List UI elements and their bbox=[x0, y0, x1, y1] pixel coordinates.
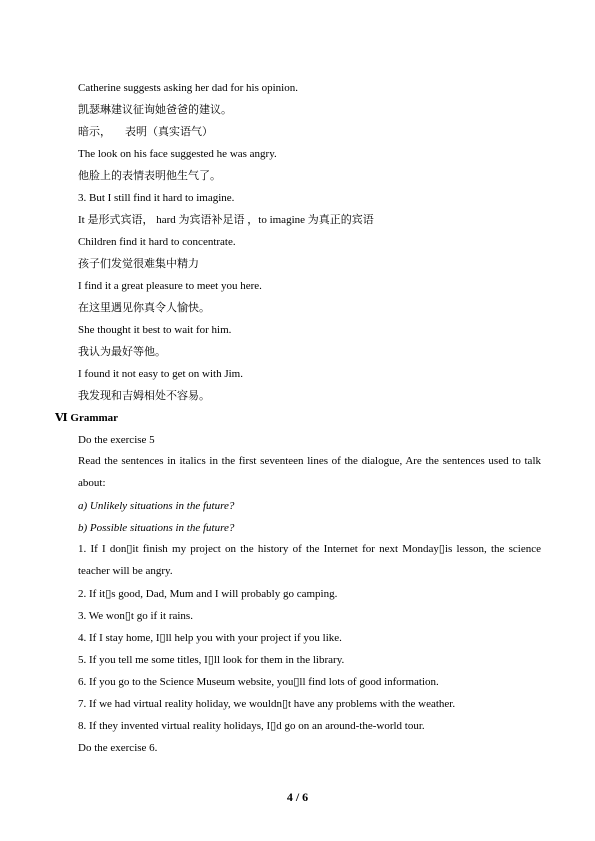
sentence-item: 3. We won▯t go if it rains. bbox=[78, 610, 193, 622]
numbered-point: 3. But I still find it hard to imagine. bbox=[78, 192, 235, 204]
sentence-item: 4. If I stay home, I▯ll help you with your project if you like. bbox=[78, 632, 342, 644]
translation: 我认为最好等他。 bbox=[78, 346, 166, 358]
option-b: b) Possible situations in the future? bbox=[78, 522, 235, 534]
sentence-item: 7. If we had virtual reality holiday, we wouldn▯t have any problems with the weather. bbox=[78, 698, 456, 710]
sentence-item: 6. If you go to the Science Museum website, you▯ll find lots of good information. bbox=[78, 676, 439, 688]
translation: 孩子们发觉很难集中精力 bbox=[78, 258, 199, 270]
example-sentence: Catherine suggests asking her dad for his opinion. bbox=[78, 82, 298, 94]
option-a: a) Unlikely situations in the future? bbox=[78, 500, 235, 512]
sentence-item: 2. If it▯s good, Dad, Mum and I will probably go camping. bbox=[78, 588, 338, 600]
meaning-note bbox=[78, 125, 213, 139]
example-sentence: The look on his face suggested he was angry. bbox=[78, 148, 277, 160]
grammar-note: It 是形式宾语， hard 为宾语补足语 ，to imagine 为真正的宾语 bbox=[78, 214, 374, 226]
instruction-paragraph: Read the sentences in italics in the first seventeen lines of the dialogue, Are the sentences used to talk about: bbox=[78, 455, 541, 489]
sentence-item: 5. If you tell me some titles, I▯ll look for them in the library. bbox=[78, 654, 345, 666]
exercise-instruction: Do the exercise 6. bbox=[78, 742, 158, 754]
meaning-b: 表明（真实语气） bbox=[125, 126, 213, 138]
section-heading: Ⅵ Grammar bbox=[55, 412, 119, 424]
sentence-item: 1. If I don▯it finish my project on the history of the Internet for next Monday▯is lesson, the science teacher will be angry. bbox=[78, 543, 541, 577]
example-sentence: She thought it best to wait for him. bbox=[78, 324, 232, 336]
sentence-item: 8. If they invented virtual reality holidays, I▯d go on an around-the-world tour. bbox=[78, 720, 425, 732]
meaning-a: 暗示， bbox=[78, 126, 111, 138]
example-sentence: I find it a great pleasure to meet you here. bbox=[78, 280, 262, 292]
translation: 我发现和吉姆相处不容易。 bbox=[78, 390, 210, 402]
translation: 他脸上的表情表明他生气了。 bbox=[78, 170, 221, 182]
exercise-instruction: Do the exercise 5 bbox=[78, 434, 155, 446]
page-number: 4 / 6 bbox=[286, 790, 309, 804]
example-sentence: Children find it hard to concentrate. bbox=[78, 236, 236, 248]
example-sentence: I found it not easy to get on with Jim. bbox=[78, 368, 243, 380]
translation: 在这里遇见你真令人愉快。 bbox=[78, 302, 210, 314]
translation: 凯瑟琳建议征询她爸爸的建议。 bbox=[78, 104, 232, 116]
